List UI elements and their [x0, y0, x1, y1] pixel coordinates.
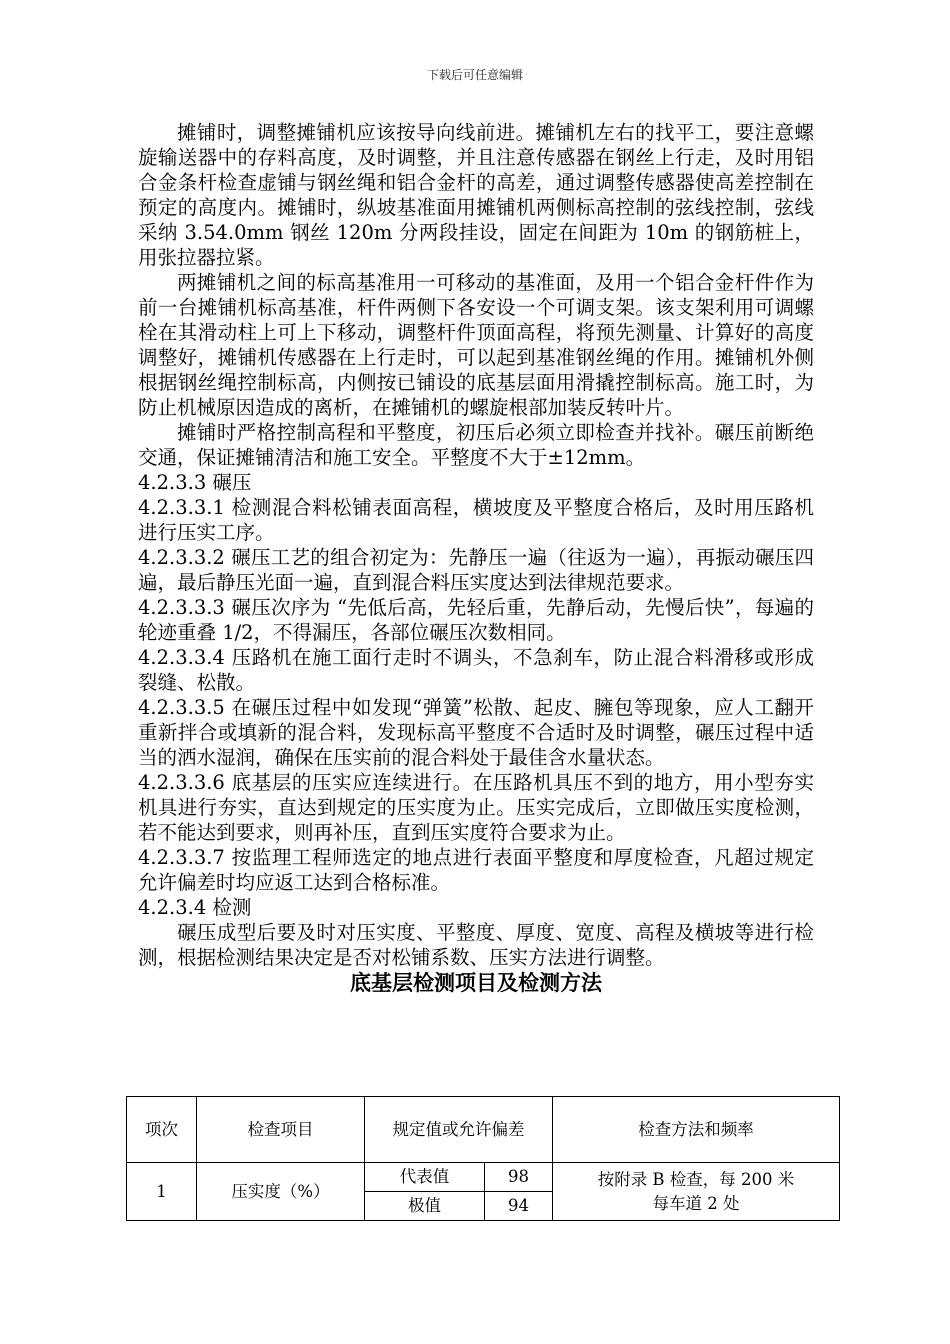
header-cell: 规定值或允许偏差 — [365, 1097, 553, 1163]
paragraph: 摊铺时，调整摊铺机应该按导向线前进。摊铺机左右的找平工，要注意螺旋输送器中的存料高度，及时调整，并且注意传感器在钢丝上行走，及时用铝合金条杆检查虚铺与钢丝绳和铝合金杆的高差，通过调整传感器使高差控制在预定的高度内。摊铺时，纵坡基准面用摊铺机两侧标高控制的弦线控制，弦线采纳 3.54.0mm 钢丝 120m 分两段挂设，固定在间距为 10m 的钢筋桩上，用张拉器拉紧。 — [138, 121, 814, 269]
paragraph: 4.2.3.3.7 按监理工程师选定的地点进行表面平整度和厚度检查，凡超过规定允许偏差时均应返工达到合格标准。 — [138, 846, 814, 894]
paragraph: 4.2.3.3.3 碾压次序为 “先低后高，先轻后重，先静后动，先慢后快”，每遍的轮迹重叠 1/2，不得漏压，各部位碾压次数相同。 — [138, 596, 814, 644]
row-method — [553, 1163, 840, 1221]
paragraph: 两摊铺机之间的标高基准用一可移动的基准面，及用一个铝合金杆件作为前一台摊铺机标高基准，杆件两侧下各安设一个可调支架。该支架利用可调螺栓在其滑动柱上可上下移动，调整杆件顶面高程，将预先测量、计算好的高度调整好，摊铺机传感器在上行走时，可以起到基准钢丝绳的作用。摊铺机外侧根据钢丝绳控制标高，内侧按已铺设的底基层面用滑撬控制标高。施工时，为防止机械原因造成的离析，在摊铺机的螺旋根部加装反转叶片。 — [138, 271, 814, 419]
inspection-table — [126, 1096, 840, 1221]
paragraph: 摊铺时严格控制高程和平整度，初压后必须立即检查并找补。碾压前断绝交通，保证摊铺清洁和施工安全。平整度不大于±12mm。 — [138, 421, 814, 469]
row-number: 1 — [127, 1163, 197, 1221]
page-header: 下载后可任意编辑 — [426, 68, 523, 82]
sub-value: 98 — [485, 1163, 553, 1192]
table-row — [127, 1163, 840, 1192]
paragraph: 4.2.3.3.2 碾压工艺的组合初定为：先静压一遍（往返为一遍），再振动碾压四遍，最后静压光面一遍，直到混合料压实度达到法律规范要求。 — [138, 546, 814, 594]
header-cell: 项次 — [127, 1097, 197, 1163]
sub-label: 极值 — [365, 1192, 485, 1221]
method-line: 按附录 B 检查，每 200 米 — [597, 1169, 795, 1189]
paragraph: 4.2.3.3.5 在碾压过程中如发现“弹簧”松散、起皮、臃包等现象，应人工翻开重新拌合或填新的混合料，发现标高平整度不合适时及时调整，碾压过程中适当的洒水湿润，确保在压实前的混合料处于最佳含水量状态。 — [138, 696, 814, 769]
sub-value: 94 — [485, 1192, 553, 1221]
document-body — [138, 120, 814, 996]
sub-label: 代表值 — [365, 1163, 485, 1192]
section-heading: 4.2.3.4 检测 — [138, 896, 252, 919]
paragraph: 4.2.3.3.6 底基层的压实应连续进行。在压路机具压不到的地方，用小型夯实机具进行夯实，直达到规定的压实度为止。压实完成后，立即做压实度检测，若不能达到要求，则再补压，直到压实度符合要求为止。 — [138, 771, 814, 844]
paragraph: 4.2.3.3.4 压路机在施工面行走时不调头，不急刹车，防止混合料滑移或形成裂缝、松散。 — [138, 646, 814, 694]
table-title: 底基层检测项目及检测方法 — [350, 971, 602, 995]
header-cell: 检查项目 — [197, 1097, 365, 1163]
paragraph: 碾压成型后要及时对压实度、平整度、厚度、宽度、高程及横坡等进行检测，根据检测结果决定是否对松铺系数、压实方法进行调整。 — [138, 921, 814, 969]
paragraph: 4.2.3.3.1 检测混合料松铺表面高程，横坡度及平整度合格后，及时用压路机进行压实工序。 — [138, 496, 814, 544]
header-cell: 检查方法和频率 — [553, 1097, 840, 1163]
method-line: 每车道 2 处 — [652, 1193, 740, 1213]
table-header-row — [127, 1097, 840, 1163]
row-item: 压实度（%） — [197, 1163, 365, 1221]
section-heading: 4.2.3.3 碾压 — [138, 471, 252, 494]
